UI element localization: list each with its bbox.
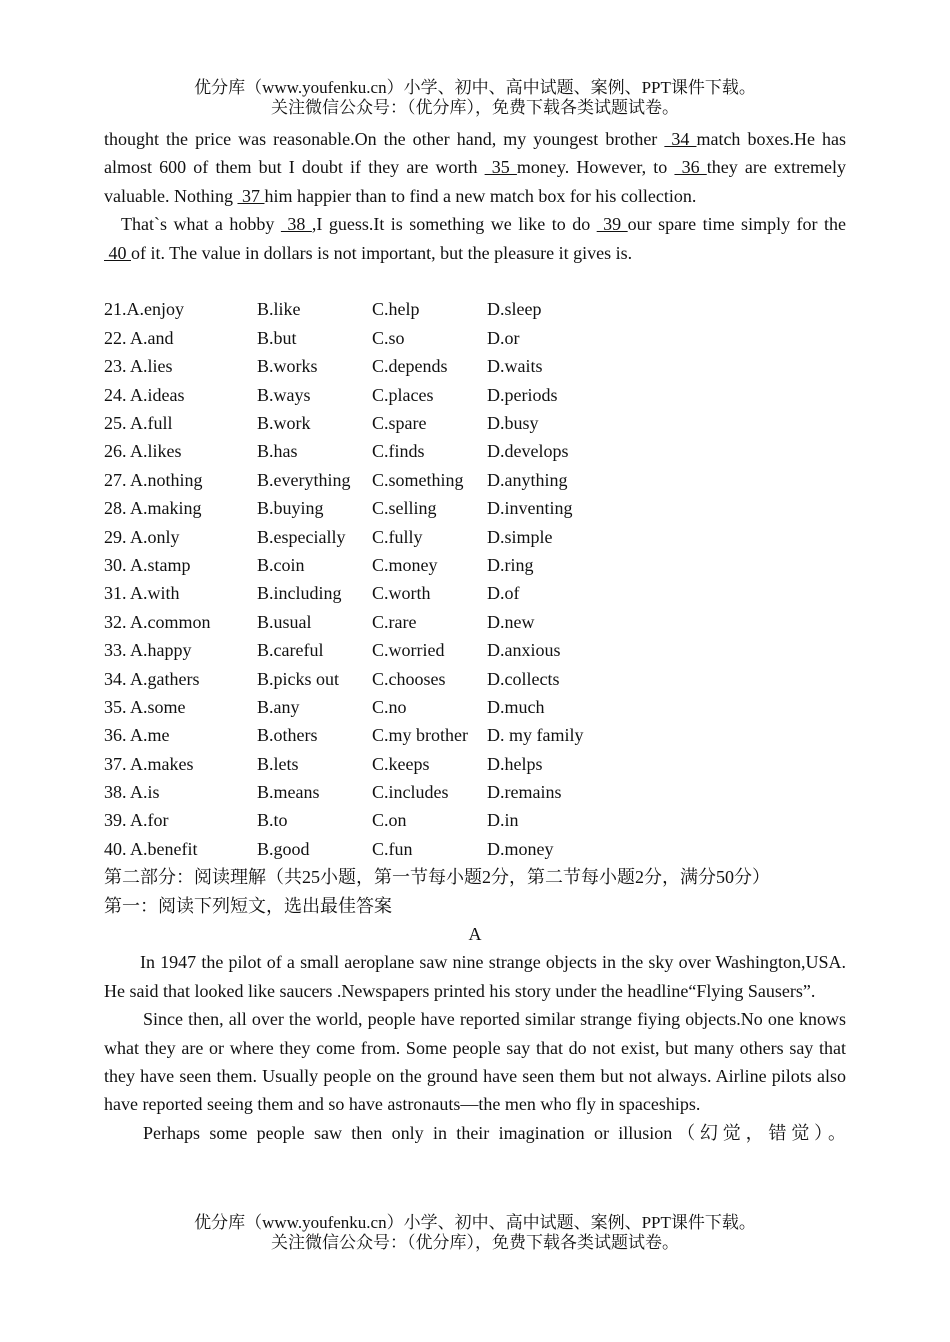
- option-a: 29. A.only: [104, 526, 180, 547]
- option-b: B.especially: [257, 526, 346, 547]
- option-row: [104, 778, 846, 806]
- option-c: C.finds: [372, 441, 425, 462]
- section2-title: 第二部分：阅读理解（共25小题，第一节每小题2分，第二节每小题2分，满分50分）: [104, 867, 770, 888]
- option-row: [104, 579, 846, 607]
- option-d: D. my family: [487, 725, 584, 746]
- blank-39: 39: [596, 214, 628, 235]
- blank-line: [104, 267, 846, 295]
- option-b: B.like: [257, 299, 301, 320]
- option-c: C.rare: [372, 611, 417, 632]
- option-b: B.works: [257, 356, 318, 377]
- option-c: C.no: [372, 696, 407, 717]
- option-d: D.sleep: [487, 299, 542, 320]
- text: our spare time simply for the: [627, 214, 847, 235]
- reading-paragraph-1: In 1947 the pilot of a small aeroplane saw nine strange objects in the sky over Washington,USA. He said that looked like saucers .Newspapers printed his story under the headline“Flying Sausers”.: [104, 952, 846, 1001]
- option-a: 32. A.common: [104, 611, 211, 632]
- option-d: D.or: [487, 327, 520, 348]
- blank-34: 34: [664, 129, 697, 149]
- option-d: D.helps: [487, 753, 543, 774]
- option-row: [104, 381, 846, 409]
- blank-35: 35: [484, 157, 517, 178]
- reading-paragraph-3: Perhaps some people saw then only in their imagination or illusion（幻觉，错觉）。: [143, 1122, 846, 1143]
- option-d: D.develops: [487, 441, 569, 462]
- option-a: 23. A.lies: [104, 356, 173, 377]
- reading-paragraph-2: Since then, all over the world, people have reported similar strange fiying objects.No one knows what they are or where they come from. Some people say that do not exist, but many others say that they have seen them. Usually people on the ground have seen them but not always. Airline pilots also have reported seeing them and so have astronauts—the men who fly in spaceships.: [104, 1009, 846, 1115]
- option-row: [104, 324, 846, 352]
- option-a: 40. A.benefit: [104, 838, 198, 859]
- option-b: B.careful: [257, 640, 324, 661]
- option-a: 22. A.and: [104, 327, 174, 348]
- option-d: D.busy: [487, 412, 539, 433]
- option-c: C.my brother: [372, 725, 468, 746]
- option-d: D.ring: [487, 554, 534, 575]
- option-c: C.chooses: [372, 668, 446, 689]
- text: money. However, to: [516, 157, 675, 178]
- option-d: D.money: [487, 838, 554, 859]
- option-c: C.selling: [372, 498, 437, 519]
- option-b: B.has: [257, 441, 298, 462]
- document-body: [104, 125, 846, 1147]
- option-a: 27. A.nothing: [104, 469, 203, 490]
- option-c: C.depends: [372, 356, 448, 377]
- option-row: [104, 352, 846, 380]
- text: they are extremely valuable. Nothing: [104, 157, 846, 206]
- option-row: [104, 750, 846, 778]
- blank-36: 36: [674, 157, 707, 178]
- passage-paragraph-2: [104, 210, 846, 267]
- option-row: [104, 636, 846, 664]
- option-b: B.others: [257, 725, 318, 746]
- blank-40: 40: [104, 242, 131, 263]
- passage-label: A: [468, 924, 482, 945]
- option-a: 24. A.ideas: [104, 384, 185, 405]
- option-row: [104, 409, 846, 437]
- option-b: B.usual: [257, 611, 312, 632]
- header-line-1: 优分库（www.youfenku.cn）小学、初中、高中试题、案例、PPT课件下载。: [194, 78, 756, 97]
- page-footer: [0, 1213, 950, 1253]
- option-d: D.anxious: [487, 640, 561, 661]
- option-a: 38. A.is: [104, 782, 160, 803]
- option-d: D.much: [487, 696, 545, 717]
- option-a: 26. A.likes: [104, 441, 182, 462]
- footer-line-2: 关注微信公众号：（优分库），免费下载各类试题试卷。: [271, 1233, 679, 1252]
- option-d: D.inventing: [487, 498, 573, 519]
- option-d: D.of: [487, 583, 520, 604]
- option-row: [104, 523, 846, 551]
- option-b: B.lets: [257, 753, 299, 774]
- footer-line-1: 优分库（www.youfenku.cn）小学、初中、高中试题、案例、PPT课件下载。: [194, 1213, 756, 1232]
- option-d: D.new: [487, 611, 535, 632]
- passage-paragraph-1: [104, 125, 846, 210]
- option-c: C.includes: [372, 782, 449, 803]
- text: thought the price was reasonable.On the other hand, my youngest brother: [104, 129, 665, 149]
- option-row: [104, 665, 846, 693]
- option-a: 36. A.me: [104, 725, 170, 746]
- option-a: 33. A.happy: [104, 640, 192, 661]
- text: That`s what a hobby: [121, 214, 281, 235]
- option-row: [104, 693, 846, 721]
- option-a: 25. A.full: [104, 412, 173, 433]
- option-a: 31. A.with: [104, 583, 180, 604]
- option-d: D.anything: [487, 469, 568, 490]
- option-c: C.something: [372, 469, 464, 490]
- option-b: B.buying: [257, 498, 324, 519]
- option-c: C.money: [372, 554, 438, 575]
- option-a: 34. A.gathers: [104, 668, 200, 689]
- option-row: [104, 608, 846, 636]
- option-b: B.any: [257, 696, 300, 717]
- text: ,I guess.It is something we like to do: [311, 214, 597, 235]
- option-b: B.but: [257, 327, 297, 348]
- blank-37: 37: [237, 185, 265, 206]
- option-b: B.picks out: [257, 668, 340, 689]
- option-c: C.so: [372, 327, 405, 348]
- option-c: C.worth: [372, 583, 431, 604]
- text: of it. The value in dollars is not important, but the pleasure it gives is.: [131, 242, 633, 263]
- option-d: D.in: [487, 810, 519, 831]
- option-d: D.simple: [487, 526, 553, 547]
- text: match boxes.He has almost 600 of them but I doubt if they are worth: [104, 129, 846, 178]
- option-c: C.spare: [372, 412, 427, 433]
- option-b: B.including: [257, 583, 342, 604]
- blank-38: 38: [280, 214, 312, 235]
- section2-subtitle: 第一：阅读下列短文，选出最佳答案: [104, 895, 392, 916]
- option-a: 39. A.for: [104, 810, 169, 831]
- option-row: [104, 466, 846, 494]
- option-d: D.waits: [487, 356, 543, 377]
- option-c: C.worried: [372, 640, 445, 661]
- option-c: C.fully: [372, 526, 423, 547]
- option-row: [104, 721, 846, 749]
- option-b: B.work: [257, 412, 311, 433]
- option-c: C.on: [372, 810, 407, 831]
- text: him happier than to find a new match box for his collection.: [264, 185, 697, 206]
- header-line-2: 关注微信公众号：（优分库），免费下载各类试题试卷。: [271, 98, 679, 117]
- option-a: 35. A.some: [104, 696, 186, 717]
- option-a: 21.A.enjoy: [104, 299, 184, 320]
- option-row: [104, 494, 846, 522]
- option-d: D.collects: [487, 668, 560, 689]
- option-row: [104, 551, 846, 579]
- option-row: [104, 295, 846, 323]
- option-b: B.ways: [257, 384, 311, 405]
- option-a: 30. A.stamp: [104, 554, 191, 575]
- option-b: B.to: [257, 810, 288, 831]
- option-d: D.remains: [487, 782, 562, 803]
- option-row: [104, 835, 846, 863]
- option-b: B.everything: [257, 469, 351, 490]
- option-b: B.good: [257, 838, 310, 859]
- option-b: B.means: [257, 782, 320, 803]
- option-c: C.help: [372, 299, 420, 320]
- options-list: [104, 295, 846, 863]
- option-a: 28. A.making: [104, 498, 202, 519]
- option-row: [104, 806, 846, 834]
- option-b: B.coin: [257, 554, 305, 575]
- option-row: [104, 437, 846, 465]
- option-c: C.places: [372, 384, 434, 405]
- option-c: C.keeps: [372, 753, 430, 774]
- option-c: C.fun: [372, 838, 413, 859]
- page-header: [0, 78, 950, 118]
- option-d: D.periods: [487, 384, 558, 405]
- option-a: 37. A.makes: [104, 753, 194, 774]
